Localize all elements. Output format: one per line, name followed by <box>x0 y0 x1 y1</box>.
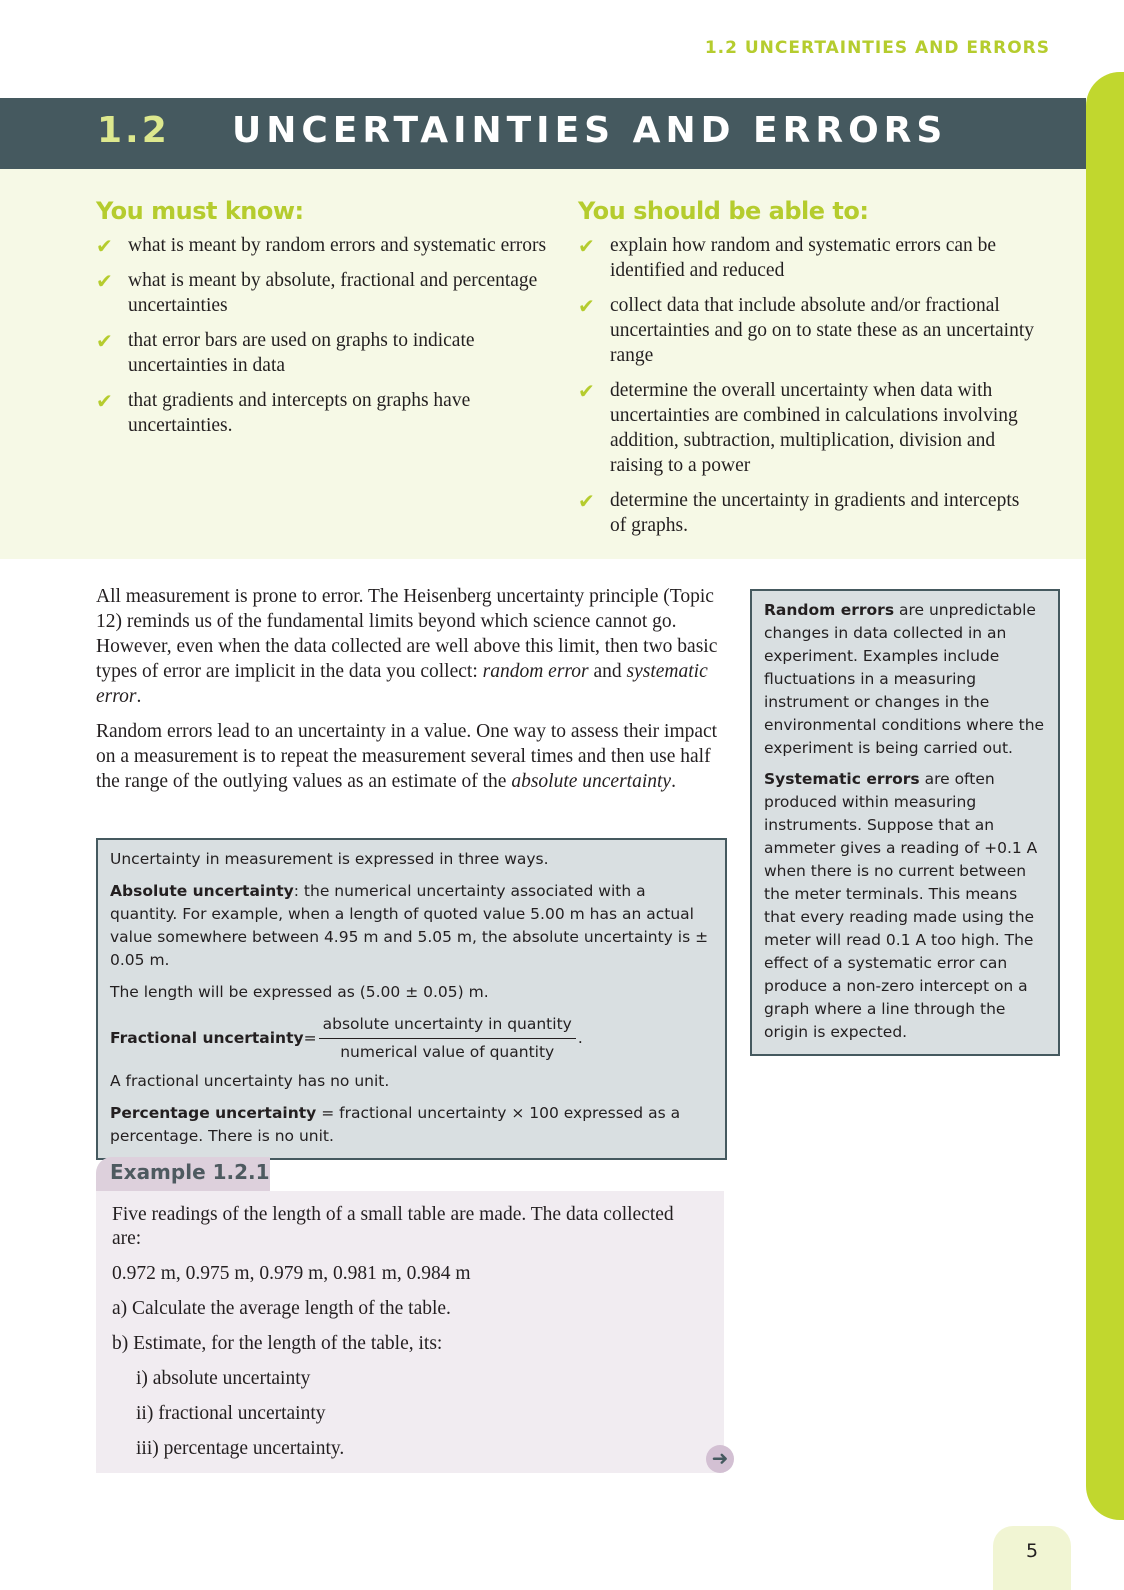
list-item: ✔ that error bars are used on graphs to indicate uncertainties in data <box>96 329 475 376</box>
list-item: ✔ determine the uncertainty in gradients and intercepts of graphs. <box>578 489 1020 536</box>
example-tab <box>96 1157 270 1191</box>
list-item: ✔ what is meant by absolute, fractional and percentage uncertainties <box>96 269 538 316</box>
question-b-iii: iii) percentage uncertainty. <box>136 1438 345 1459</box>
list-item: ✔ what is meant by random errors and systematic errors <box>96 234 547 258</box>
check-icon: ✔ <box>578 489 595 513</box>
able-to-list <box>578 233 1034 548</box>
check-icon: ✔ <box>578 379 595 403</box>
def-intro: Uncertainty in measurement is expressed in three ways. <box>110 850 549 868</box>
random-errors-note: Random errors are unpredictable changes in data collected in an experiment. Examples include fluctuations in a measuring instrument or changes in the environmental conditions where the experiment is being carried out. <box>764 601 1045 757</box>
length-expression: The length will be expressed as (5.00 ± 0.05) m. <box>110 983 489 1001</box>
page-number: 5 <box>1025 1540 1039 1562</box>
question-a: a) Calculate the average length of the table. <box>112 1298 451 1319</box>
side-thumb-tab <box>1086 72 1124 1520</box>
paragraph: Random errors lead to an uncertainty in a value. One way to assess their impact on a measurement is to repeat the measurement several times and then use half the range of the outlying values as an estimate of the absolute uncertainty. <box>96 721 718 792</box>
check-icon: ✔ <box>96 269 113 293</box>
body-text <box>96 584 724 804</box>
systematic-errors-note: Systematic errors are often produced within measuring instruments. Suppose that an ammeter gives a reading of +0.1 A when there is no current between the meter terminals. This means that every reading made using the meter will read 0.1 A too high. The effect of a systematic error can produce a non-zero intercept on a graph where a line through the origin is expected. <box>764 770 1038 1041</box>
check-icon: ✔ <box>96 234 113 258</box>
fractional-uncertainty-formula: Fractional uncertainty = $\frac{\text{absolute uncertainty in quantity}}{\text{numerical value of quantity}}$ . <box>110 1013 714 1064</box>
list-item: ✔ that gradients and intercepts on graphs have uncertainties. <box>96 389 471 436</box>
fraction: $\frac{\text{absolute uncertainty in quantity}}{\text{numerical value of quantity}}$ <box>319 1013 576 1064</box>
uncertainty-definition-box <box>96 838 727 1160</box>
able-to-heading: You should be able to: <box>578 197 869 225</box>
example-box <box>96 1191 724 1473</box>
fractional-note: A fractional uncertainty has no unit. <box>110 1072 390 1090</box>
question-b-ii: ii) fractional uncertainty <box>136 1403 326 1424</box>
check-icon: ✔ <box>578 294 595 318</box>
errors-sidebar-box <box>750 589 1060 1056</box>
check-icon: ✔ <box>96 329 113 353</box>
paragraph: All measurement is prone to error. The Heisenberg uncertainty principle (Topic 12) reminds us of the fundamental limits beyond which science cannot go. However, even when the data collected are well above this limit, then two basic types of error are implicit in the data you collect: random error and systematic error. <box>96 586 718 707</box>
section-title-bar <box>0 98 1086 169</box>
must-know-list <box>96 233 556 448</box>
section-number: 1.2 <box>97 110 170 151</box>
list-item: ✔ collect data that include absolute and/or fractional uncertainties and go on to state these as an uncertainty range <box>578 294 1034 366</box>
question-b: b) Estimate, for the length of the table, its: <box>112 1333 443 1354</box>
example-data: 0.972 m, 0.975 m, 0.979 m, 0.981 m, 0.984 m <box>112 1263 471 1284</box>
example-intro: Five readings of the length of a small table are made. The data collected are: <box>112 1204 674 1249</box>
objectives-panel <box>0 169 1086 559</box>
continue-arrow-icon[interactable]: ➜ <box>706 1445 734 1473</box>
check-icon: ✔ <box>96 389 113 413</box>
running-head: 1.2 UNCERTAINTIES AND ERRORS <box>704 38 1050 58</box>
section-title: UNCERTAINTIES AND ERRORS <box>232 110 948 151</box>
list-item: ✔ determine the overall uncertainty when data with uncertainties are combined in calculations involving addition, subtraction, multiplication, division and raising to a power <box>578 379 1018 476</box>
absolute-uncertainty-definition: Absolute uncertainty: the numerical uncertainty associated with a quantity. For example, when a length of quoted value 5.00 m has an actual value somewhere between 4.95 m and 5.05 m, the absolute uncertainty is ± 0.05 m. <box>110 882 709 969</box>
list-item: ✔ explain how random and systematic errors can be identified and reduced <box>578 234 997 281</box>
page-number-tab <box>993 1526 1071 1590</box>
check-icon: ✔ <box>578 234 595 258</box>
percentage-uncertainty-definition: Percentage uncertainty = fractional uncertainty × 100 expressed as a percentage. There is no unit. <box>110 1104 681 1145</box>
question-b-i: i) absolute uncertainty <box>136 1368 311 1389</box>
example-label: Example 1.2.1 <box>110 1160 270 1184</box>
must-know-heading: You must know: <box>96 197 304 225</box>
